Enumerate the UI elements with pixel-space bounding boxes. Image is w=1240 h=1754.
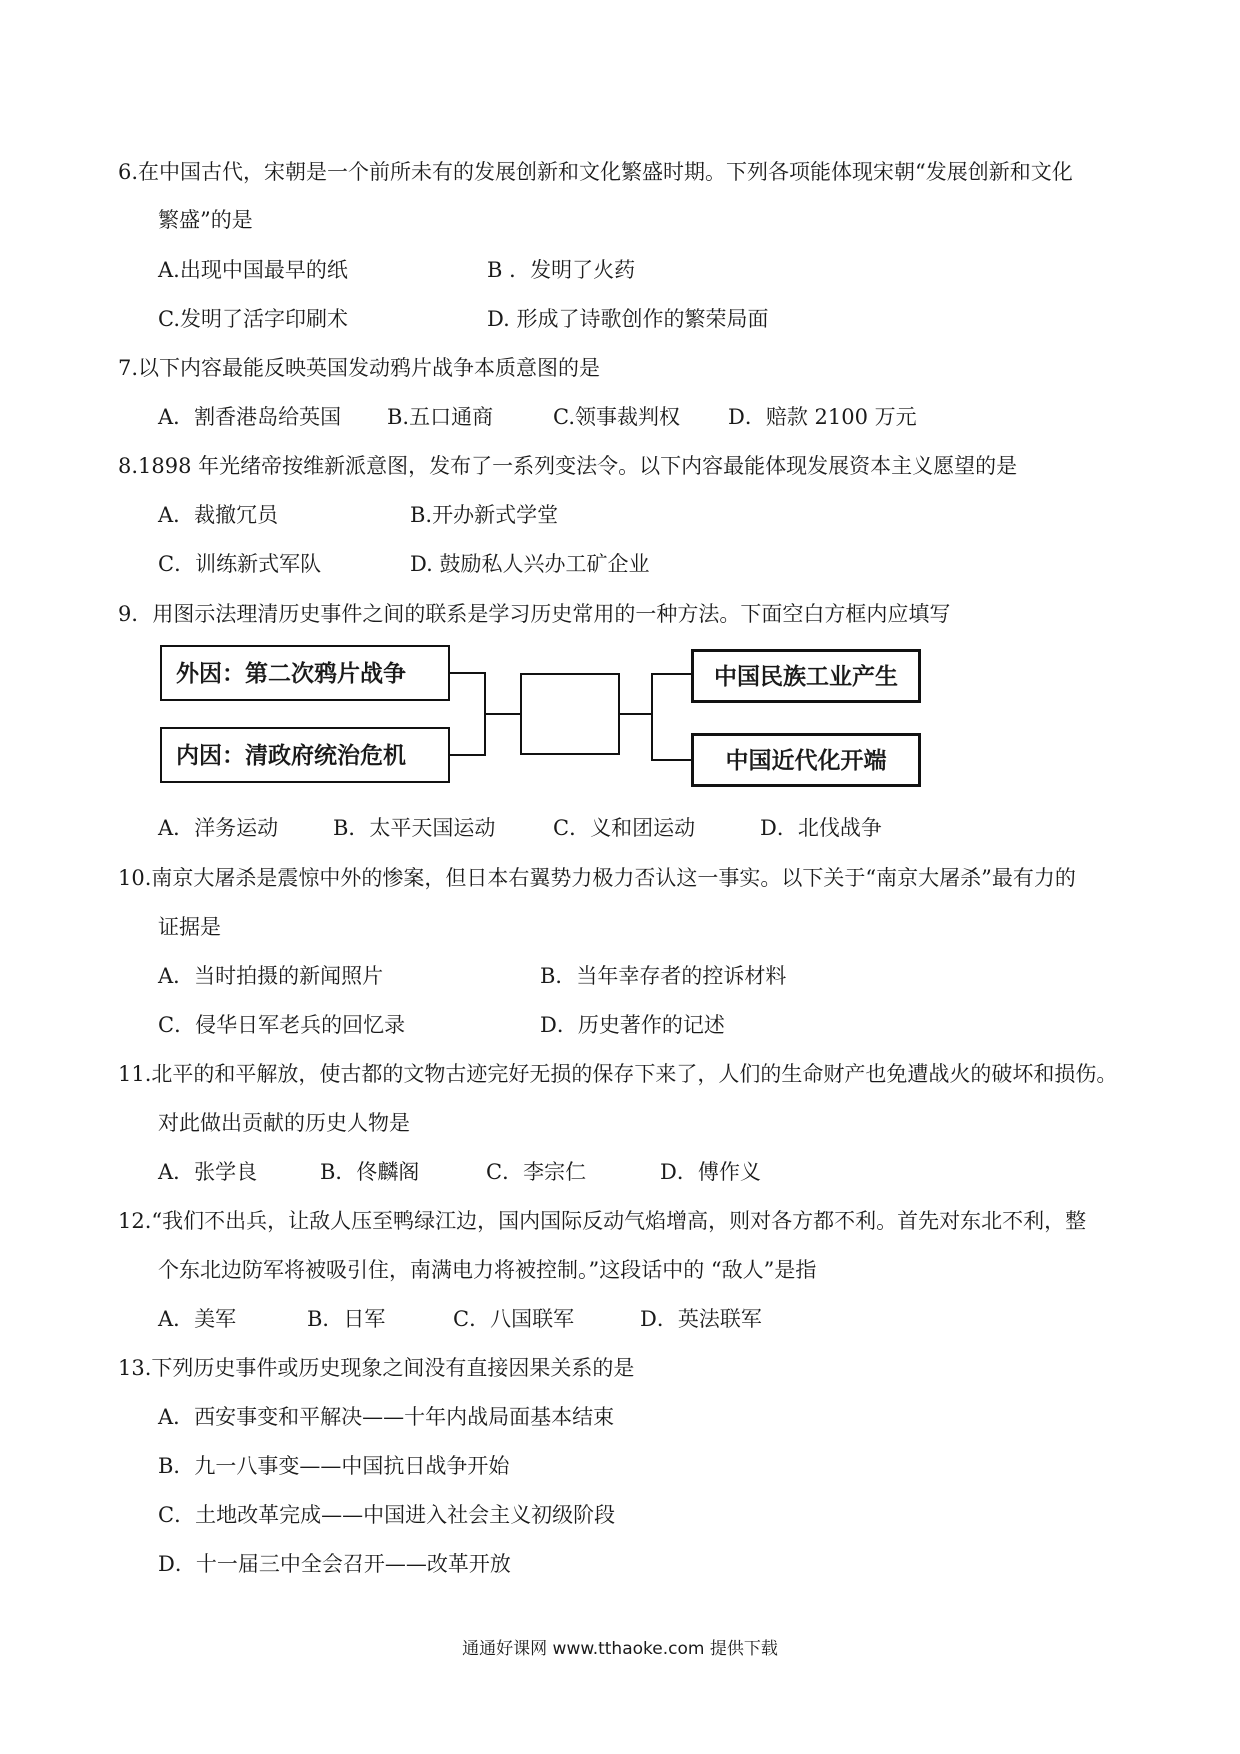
cause-effect-diagram xyxy=(160,645,930,790)
q10-option-b: B．当年幸存者的控诉材料 xyxy=(540,964,787,988)
q9-stem: 9．用图示法理清历史事件之间的联系是学习历史常用的一种方法。下面空白方框内应填写 xyxy=(118,602,951,626)
q11-stem-line-1: 11.北平的和平解放，使古都的文物古迹完好无损的保存下来了，人们的生命财产也免遭战火的破坏和损伤。 xyxy=(118,1062,1118,1086)
q11-option-a: A．张学良 xyxy=(158,1160,258,1184)
q7-option-d: D．赔款 2100 万元 xyxy=(728,405,917,429)
connector xyxy=(450,672,485,674)
q12-option-b: B．日军 xyxy=(307,1307,386,1331)
q13-option-d: D．十一届三中全会召开——改革开放 xyxy=(158,1552,511,1576)
q13-option-a: A．西安事变和平解决——十年内战局面基本结束 xyxy=(158,1405,615,1429)
q9-option-a: A．洋务运动 xyxy=(158,816,279,840)
diagram-result-1-text: 中国民族工业产生 xyxy=(714,662,898,690)
q6-option-a: A.出现中国最早的纸 xyxy=(158,258,348,282)
q8-option-a: A．裁撤冗员 xyxy=(158,503,279,527)
q13-option-b: B．九一八事变——中国抗日战争开始 xyxy=(158,1454,510,1478)
q10-option-c: C．侵华日军老兵的回忆录 xyxy=(158,1013,406,1037)
q10-stem-line-2: 证据是 xyxy=(158,915,221,939)
q13-option-c: C．土地改革完成——中国进入社会主义初级阶段 xyxy=(158,1503,616,1527)
q10-option-d: D．历史著作的记述 xyxy=(540,1013,725,1037)
diagram-external-cause-text: 外因：第二次鸦片战争 xyxy=(176,659,406,687)
q6-option-d: D. 形成了诗歌创作的繁荣局面 xyxy=(487,307,769,331)
q12-option-d: D．英法联军 xyxy=(640,1307,762,1331)
q12-stem-line-1: 12.“我们不出兵，让敌人压至鸭绿江边，国内国际反动气焰增高，则对各方都不利。首先对东北不利，整 xyxy=(118,1209,1087,1233)
q8-option-d: D. 鼓励私人兴办工矿企业 xyxy=(410,552,650,576)
q11-option-d: D．傅作义 xyxy=(660,1160,761,1184)
page-footer: 通通好课网 www.tthaoke.com 提供下载 xyxy=(462,1639,778,1659)
diagram-result-2-box xyxy=(691,733,921,787)
q6-stem-line-1: 6.在中国古代，宋朝是一个前所未有的发展创新和文化繁盛时期。下列各项能体现宋朝“发展创新和文化 xyxy=(118,160,1073,184)
connector xyxy=(620,713,652,715)
connector xyxy=(484,713,520,715)
diagram-internal-cause-text: 内因：清政府统治危机 xyxy=(176,741,406,769)
q12-stem-line-2: 个东北边防军将被吸引住，南满电力将被控制。”这段话中的 “敌人”是指 xyxy=(158,1258,817,1282)
q6-stem-line-2: 繁盛”的是 xyxy=(158,208,253,232)
q8-option-c: C．训练新式军队 xyxy=(158,552,322,576)
q11-option-c: C．李宗仁 xyxy=(486,1160,587,1184)
q8-option-b: B.开办新式学堂 xyxy=(410,503,559,527)
q11-stem-line-2: 对此做出贡献的历史人物是 xyxy=(158,1111,410,1135)
connector xyxy=(450,754,485,756)
diagram-result-2-text: 中国近代化开端 xyxy=(725,746,887,774)
diagram-result-1-box xyxy=(691,649,921,703)
connector xyxy=(651,673,691,675)
diagram-blank-answer-box xyxy=(520,673,620,755)
q11-option-b: B．佟麟阁 xyxy=(320,1160,420,1184)
q9-option-c: C．义和团运动 xyxy=(553,816,696,840)
q12-option-a: A．美军 xyxy=(158,1307,237,1331)
q10-option-a: A．当时拍摄的新闻照片 xyxy=(158,964,384,988)
connector xyxy=(651,673,653,761)
q12-option-c: C．八国联军 xyxy=(453,1307,575,1331)
q9-option-b: B．太平天国运动 xyxy=(333,816,496,840)
q13-stem: 13.下列历史事件或历史现象之间没有直接因果关系的是 xyxy=(118,1356,635,1380)
q9-option-d: D．北伐战争 xyxy=(760,816,882,840)
q7-option-b: B.五口通商 xyxy=(387,405,494,429)
diagram-external-cause-box xyxy=(160,645,450,701)
diagram-internal-cause-box xyxy=(160,727,450,783)
q7-option-c: C.领事裁判权 xyxy=(553,405,680,429)
q6-option-c: C.发明了活字印刷术 xyxy=(158,307,348,331)
q7-stem: 7.以下内容最能反映英国发动鸦片战争本质意图的是 xyxy=(118,356,601,380)
q6-option-b: B ．发明了火药 xyxy=(487,258,636,282)
q7-option-a: A．割香港岛给英国 xyxy=(158,405,342,429)
connector xyxy=(651,759,691,761)
q8-stem: 8.1898 年光绪帝按维新派意图，发布了一系列变法令。以下内容最能体现发展资本主义愿望的是 xyxy=(118,454,1018,478)
q10-stem-line-1: 10.南京大屠杀是震惊中外的惨案，但日本右翼势力极力否认这一事实。以下关于“南京大屠杀”最有力的 xyxy=(118,866,1076,890)
